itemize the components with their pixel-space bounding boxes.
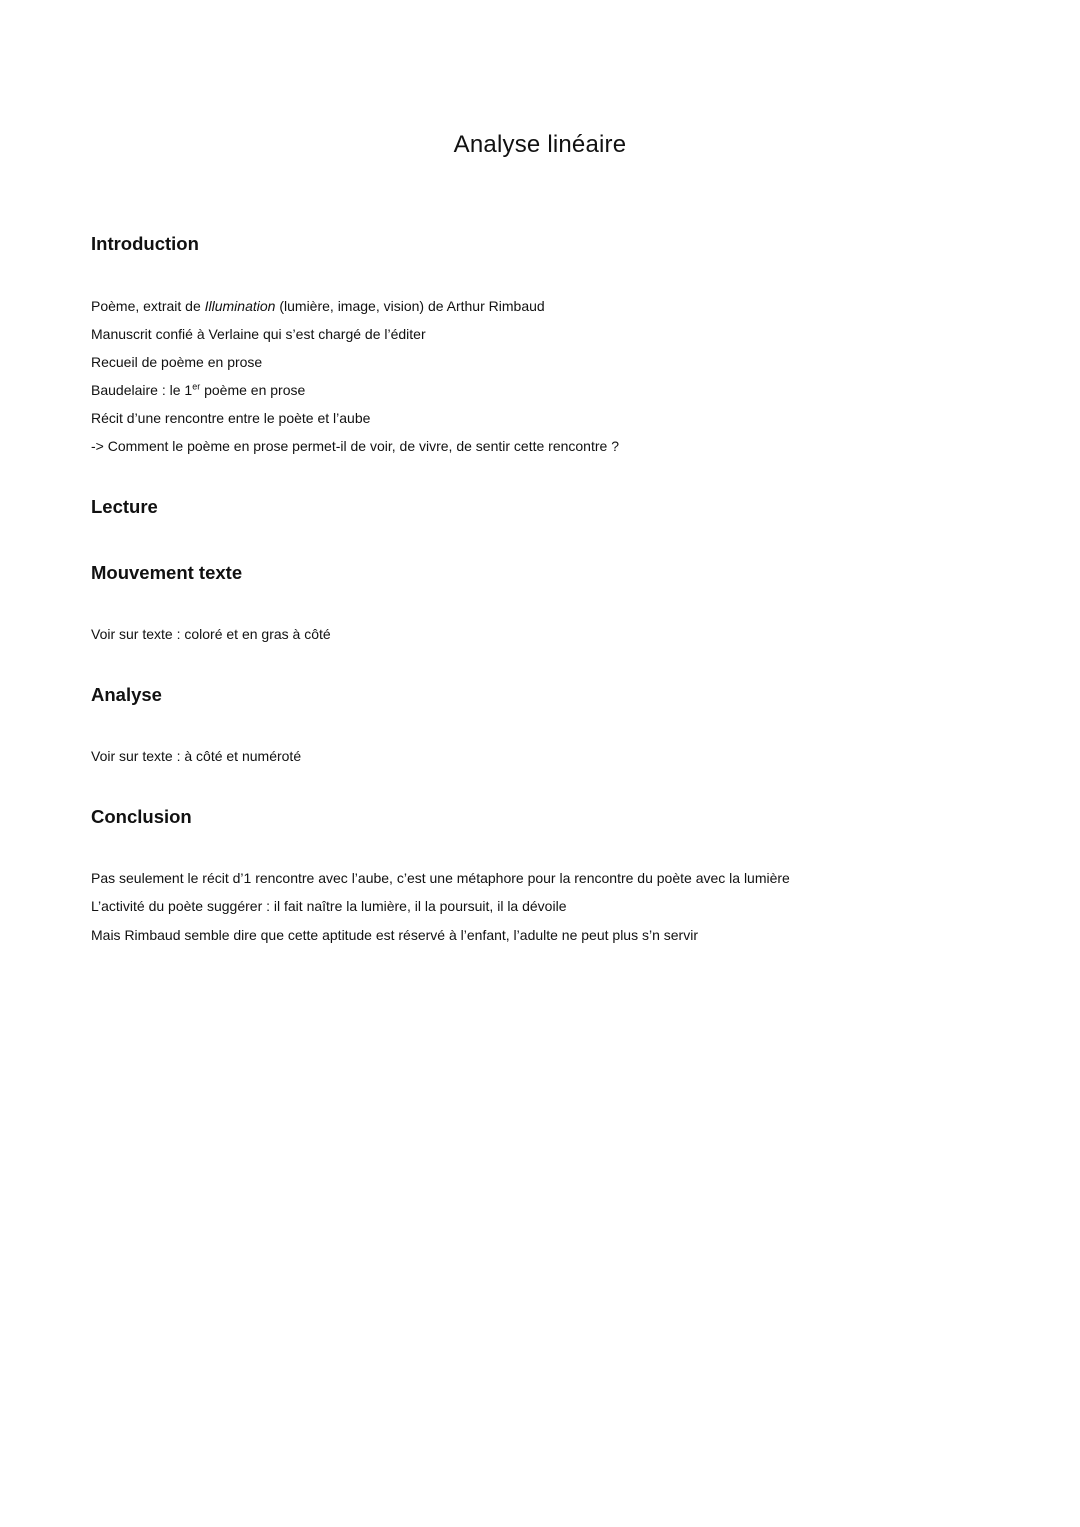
intro-line-4-start: Baudelaire : le 1 (91, 382, 193, 398)
intro-line-3: Recueil de poème en prose (91, 354, 263, 370)
mouvement-line-1: Voir sur texte : coloré et en gras à côté (91, 626, 331, 642)
intro-line-1 (91, 298, 545, 314)
intro-line-1-end: (lumière, image, vision) de Arthur Rimbaud (275, 298, 545, 314)
intro-line-1-title: Illumination (204, 298, 276, 314)
heading-introduction: Introduction (91, 233, 199, 254)
heading-conclusion: Conclusion (91, 806, 192, 827)
conclusion-line-3: Mais Rimbaud semble dire que cette aptitude est réservé à l’enfant, l’adulte ne peut plus s’n servir (91, 927, 698, 943)
conclusion-line-1: Pas seulement le récit d’1 rencontre avec l’aube, c’est une métaphore pour la rencontre du poète avec la lumière (91, 870, 790, 886)
conclusion-line-2: L’activité du poète suggérer : il fait naître la lumière, il la poursuit, il la dévoile (91, 898, 567, 914)
intro-line-6: -> Comment le poème en prose permet-il de voir, de vivre, de sentir cette rencontre ? (91, 438, 619, 454)
analyse-line-1: Voir sur texte : à côté et numéroté (91, 748, 302, 764)
heading-analyse: Analyse (91, 684, 162, 705)
intro-line-4-superscript: er (192, 381, 201, 392)
intro-line-4-end: poème en prose (200, 382, 306, 398)
intro-line-1-start: Poème, extrait de (91, 298, 205, 314)
intro-line-5: Récit d’une rencontre entre le poète et l’aube (91, 410, 371, 426)
intro-line-2: Manuscrit confié à Verlaine qui s’est chargé de l’éditer (91, 326, 426, 342)
heading-lecture: Lecture (91, 496, 158, 517)
page-title: Analyse linéaire (453, 131, 627, 158)
heading-mouvement-texte: Mouvement texte (91, 562, 243, 583)
intro-line-4 (91, 382, 305, 398)
